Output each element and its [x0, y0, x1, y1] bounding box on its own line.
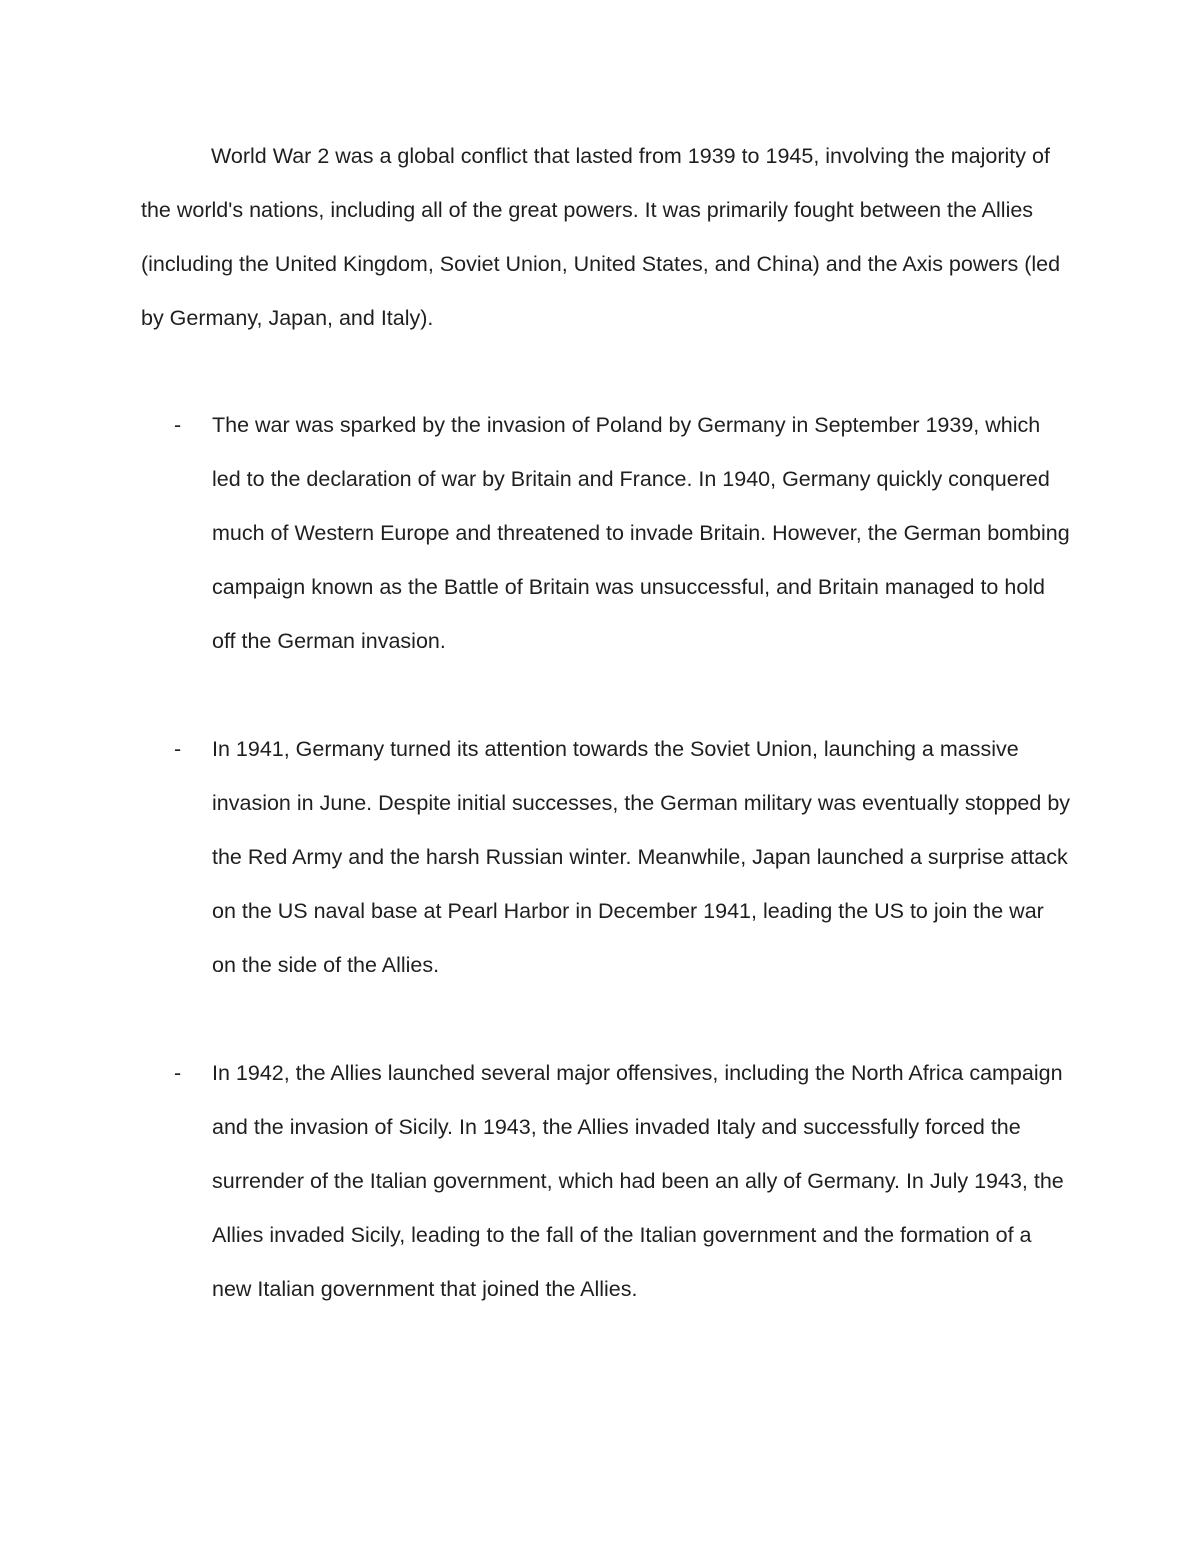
bullet-list [141, 398, 1071, 1370]
bullet-marker: - [174, 737, 182, 761]
bullet-marker: - [174, 413, 182, 437]
bullet-marker: - [174, 1061, 182, 1085]
bullet-text: In 1942, the Allies launched several major offensives, including the North Africa campaign and the invasion of Sicily. In 1943, the Allies invaded Italy and successfully forced the surrender of the Italian government, which had been an ally of Germany. In July 1943, the Allies invaded Sicily, leading to the fall of the Italian government and the formation of a new Italian government that joined the Allies. [212, 1061, 1064, 1301]
bullet-text: In 1941, Germany turned its attention towards the Soviet Union, launching a massive invasion in June. Despite initial successes, the German military was eventually stopped by the Red Army and the harsh Russian winter. Meanwhile, Japan launched a surprise attack on the US naval base at Pearl Harbor in December 1941, leading the US to join the war on the side of the Allies. [212, 737, 1071, 977]
bullet-item-3 [141, 1046, 1071, 1316]
intro-paragraph: World War 2 was a global conflict that lasted from 1939 to 1945, involving the majority of the world's nations, including all of the great powers. It was primarily fought between the Allies (including the United Kingdom, Soviet Union, United States, and China) and the Axis powers (led by Germany, Japan, and Italy). [141, 144, 1061, 330]
bullet-item-1 [141, 398, 1071, 668]
bullet-item-2 [141, 722, 1071, 992]
bullet-text: The war was sparked by the invasion of Poland by Germany in September 1939, which led to the declaration of war by Britain and France. In 1940, Germany quickly conquered much of Western Europe and threatened to invade Britain. However, the German bombing campaign known as the Battle of Britain was unsuccessful, and Britain managed to hold off the German invasion. [212, 413, 1070, 653]
